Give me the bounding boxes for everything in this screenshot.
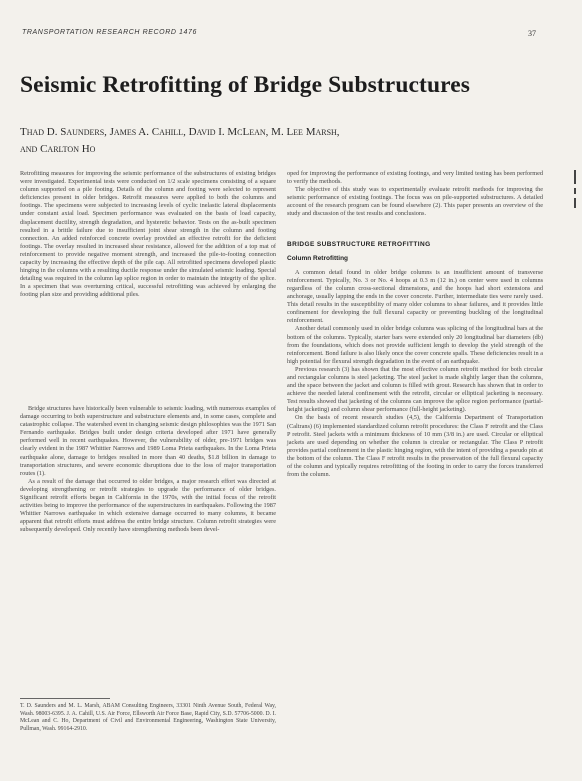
body-left-column — [20, 405, 276, 535]
body-paragraph: On the basis of recent research studies (4,5), the California Department of Transportation (Caltrans) (6) implemented standardized column retrofit procedures: the Class F retrofit and the Class P retrofit. Steel jackets with a minimum thickness of 10 mm (3/8 in.) are used. Circular or elliptical jackets are used depending on whether the column is circular or rectangular. The Class P retrofit provides partial confinement in the plastic hinging region, with the intent of providing a pseudo pin at the bottom of the column. The Class F retrofit results in the preservation of the full flexural capacity of the column and typically requires retrofitting of the footing in order to carry the forces transferred from the column. — [287, 414, 543, 479]
body-paragraph: oped for improving the performance of existing footings, and very limited testing has been performed to verify the methods. — [287, 170, 543, 186]
body-paragraph: Another detail commonly used in older bridge columns was splicing of the longitudinal bars at the bottom of the columns. Typically, starter bars were extended only 20 longitudinal bar diameters (db) from the foundations, which does not provide sufficient length to develop the yield strength of the reinforcement. Bond failure is also likely once the cover concrete spalls. These deficiencies result in a high potential for flexural strength degradation in the event of an earthquake. — [287, 325, 543, 365]
author-line-1: Thad D. Saunders, James A. Cahill, David I. McLean, M. Lee Marsh, — [20, 126, 340, 138]
page-number: 37 — [528, 29, 536, 38]
footnote-rule — [20, 698, 110, 699]
section-heading: BRIDGE SUBSTRUCTURE RETROFITTING — [287, 240, 431, 248]
author-list — [20, 124, 540, 158]
body-paragraph: The objective of this study was to experimentally evaluate retrofit methods for improving the seismic performance of existing footings. The focus was on pile-supported substructures. A detailed account of the research program can be found elsewhere (2). This paper presents an overview of the study and discussion of the test results and conclusions. — [287, 186, 543, 218]
margin-scan-marks — [574, 170, 577, 212]
author-affiliations-footnote: T. D. Saunders and M. L. Marsh, ABAM Consulting Engineers, 33301 Ninth Avenue South, Federal Way, Wash. 98003-6395. J. A. Cahill, U.S. Air Force, Ellsworth Air Force Base, Rapid City, S.D. 57706-5000. D. I. McLean and C. Ho, Department of Civil and Environmental Engineering, Washington State University, Pullman, Wash. 99164-2910. — [20, 703, 276, 732]
subsection-heading: Column Retrofitting — [287, 254, 349, 262]
body-paragraph: As a result of the damage that occurred to older bridges, a major research effort was directed at developing strengthening or retrofit strategies to upgrade the performance of older bridges. Significant retrofit efforts began in California in the 1970s, with the initial focus of the retrofit activities being to improve the performance of the superstructures in earthquakes. Following the 1987 Whittier Narrows earthquake in which extensive damage occurred to many columns, it became apparent that retrofit efforts must address the entire bridge structure. Column retrofit strategies were subsequently developed. Only recently have strengthening methods been devel- — [20, 477, 276, 534]
paper-title: Seismic Retrofitting of Bridge Substructures — [20, 72, 470, 98]
body-right-column — [287, 170, 543, 479]
body-paragraph: Bridge structures have historically been vulnerable to seismic loading, with numerous examples of damage occurring to both superstructure and substructure elements and, in some cases, complete and catastrophic collapse. The watershed event in changing seismic design philosophies was the 1971 San Fernando earthquake. Bridges built under design criteria developed after 1971 have generally performed well in recent earthquakes. However, the vulnerability of older, pre-1971 bridges was clearly evident in the 1987 Whittier Narrows and 1989 Loma Prieta earthquakes. In the Loma Prieta earthquake alone, damage to bridges resulted in more than 40 deaths, $1.8 billion in damage to transportation structures, and severe economic disruptions due to the loss of major transportation routes (1). — [20, 405, 276, 477]
body-paragraph: A common detail found in older bridge columns is an insufficient amount of transverse reinforcement. Typically, No. 3 or No. 4 hoops at 0.3 m (12 in.) on center were used in columns regardless of the column cross-sectional dimensions, and the hoops had short extensions and anchorage, usually lapping the ends in the cover concrete. Further, intermediate ties were rarely used. This detail results in the susceptibility of many older columns to shear failures, and it provides little confinement for developing the full flexural capacity or preventing buckling of the longitudinal reinforcement. — [287, 268, 543, 325]
abstract-text: Retrofitting measures for improving the seismic performance of the substructures of existing bridges were investigated. Experimental tests were conducted on 1/2 scale specimens consisting of a square column supported on a pile footing. Details of the column and footing were selected to represent deficiencies present in older bridges. Retrofit measures were applied to both the columns and footings. The specimens were subjected to increasing levels of cyclic inelastic lateral displacements under constant axial load. Specimen performance was evaluated on the basis of load capacity, displacement ductility, strength degradation, and hysteretic behavior. Tests on the as-built specimen resulted in a brittle failure due to insufficient joint shear strength in the column and footing connection. An added reinforced concrete overlay provided an effective retrofit for the deficient footings. The overlay resulted in increased shear resistance, allowed for the addition of a top mat of reinforcement to provide negative moment strength, and increased the pile-to-footing connection capacity by increasing the effective depth of the pile cap. All retrofitted specimens developed plastic hinging in the columns with a resulting ductile response under the simulated seismic loading. Special detailing was required in the column lap splice region in order to maintain the integrity of the splice. In a specimen that was overturning critical, successful retrofitting was achieved by enlarging the footing plan size and providing additional piles. — [20, 170, 276, 299]
author-line-2: and Carlton Ho — [20, 143, 96, 155]
running-head: TRANSPORTATION RESEARCH RECORD 1476 — [22, 29, 198, 36]
abstract — [20, 170, 276, 300]
body-paragraph: Previous research (3) has shown that the most effective column retrofit method for both circular and rectangular columns is steel jacketing. The steel jacket is made slightly larger than the columns, and the space between the jacket and column is filled with grout. Research has shown that in order to achieve the needed lateral confinement with the retrofit, circular or elliptical jacketing is necessary. Test results showed that jacketing of the columns can improve the splice region performance (partial-height jacketing) and column shear performance (full-height jacketing). — [287, 365, 543, 414]
